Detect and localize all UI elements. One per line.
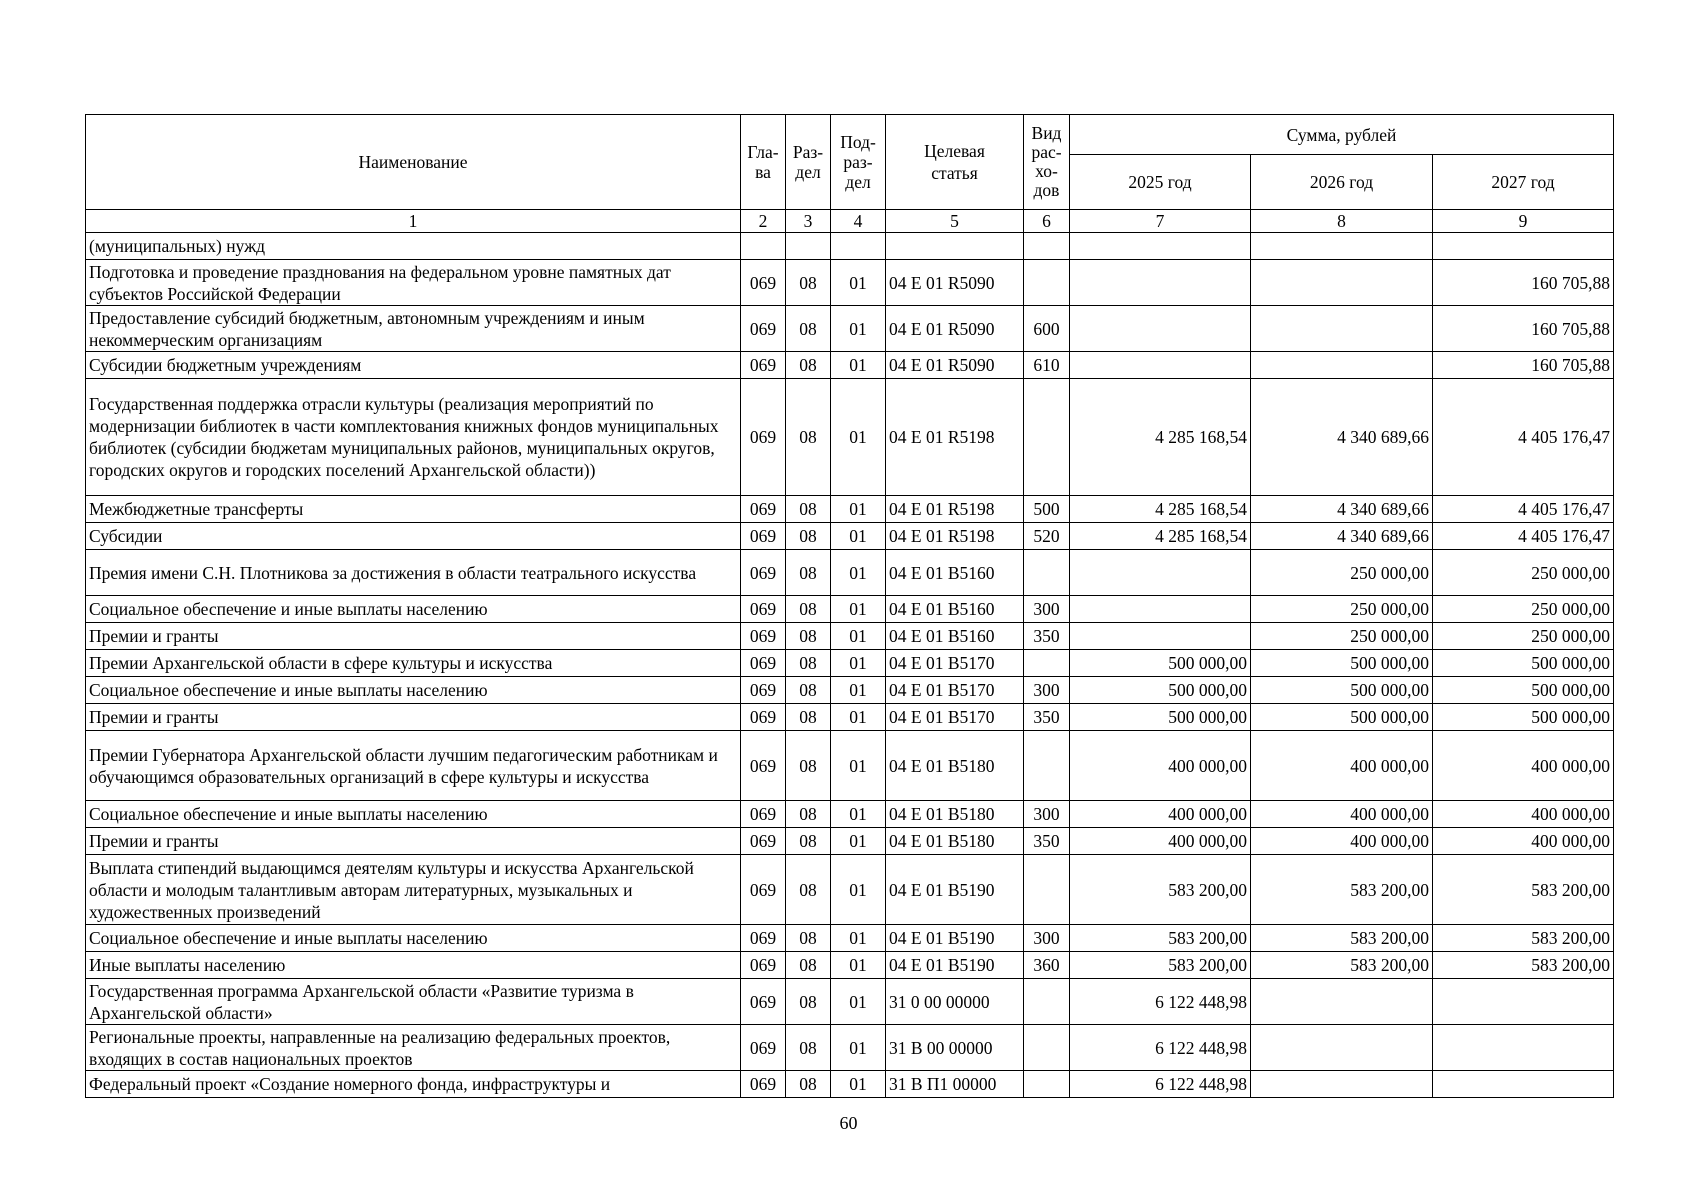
column-number: 3 xyxy=(786,210,831,233)
header-year-2027: 2027 год xyxy=(1433,155,1614,210)
row-glava: 069 xyxy=(741,677,786,704)
row-sum-2026: 250 000,00 xyxy=(1251,550,1433,596)
table-row xyxy=(86,523,1614,550)
column-number: 9 xyxy=(1433,210,1614,233)
row-podrazdel: 01 xyxy=(831,731,886,801)
column-number: 5 xyxy=(886,210,1024,233)
row-sum-2025: 6 122 448,98 xyxy=(1070,1071,1251,1098)
header-year-2025: 2025 год xyxy=(1070,155,1251,210)
row-sum-2027: 4 405 176,47 xyxy=(1433,496,1614,523)
row-sum-2027 xyxy=(1433,233,1614,260)
row-vid-raskhodov: 360 xyxy=(1024,952,1070,979)
row-sum-2025 xyxy=(1070,306,1251,352)
column-number: 2 xyxy=(741,210,786,233)
row-razdel: 08 xyxy=(786,704,831,731)
row-razdel: 08 xyxy=(786,979,831,1025)
row-name: Выплата стипендий выдающимся деятелям культуры и искусства Архангельской области и молодым талантливым авторам литературных, музыкальных и художественных произведений xyxy=(86,855,741,925)
row-sum-2026: 400 000,00 xyxy=(1251,828,1433,855)
row-name: Социальное обеспечение и иные выплаты населению xyxy=(86,677,741,704)
row-razdel: 08 xyxy=(786,550,831,596)
row-razdel: 08 xyxy=(786,623,831,650)
row-razdel: 08 xyxy=(786,523,831,550)
row-sum-2027: 583 200,00 xyxy=(1433,925,1614,952)
row-vid-raskhodov: 520 xyxy=(1024,523,1070,550)
row-razdel: 08 xyxy=(786,828,831,855)
row-vid-raskhodov: 300 xyxy=(1024,596,1070,623)
row-name: Федеральный проект «Создание номерного фонда, инфраструктуры и xyxy=(86,1071,741,1098)
table-body xyxy=(86,233,1614,1098)
row-glava xyxy=(741,233,786,260)
row-name: Субсидии xyxy=(86,523,741,550)
row-sum-2026: 4 340 689,66 xyxy=(1251,523,1433,550)
row-razdel: 08 xyxy=(786,855,831,925)
row-sum-2027: 583 200,00 xyxy=(1433,952,1614,979)
row-tselevaya-statya: 04 Е 01 R5090 xyxy=(886,260,1024,306)
table-row xyxy=(86,1071,1614,1098)
row-vid-raskhodov xyxy=(1024,1025,1070,1071)
header-name: Наименование xyxy=(86,115,741,210)
row-tselevaya-statya: 04 Е 01 В5160 xyxy=(886,623,1024,650)
row-razdel: 08 xyxy=(786,306,831,352)
row-tselevaya-statya: 04 Е 01 R5198 xyxy=(886,379,1024,496)
row-sum-2026: 500 000,00 xyxy=(1251,677,1433,704)
row-podrazdel: 01 xyxy=(831,596,886,623)
row-sum-2026: 583 200,00 xyxy=(1251,855,1433,925)
table-row xyxy=(86,306,1614,352)
row-tselevaya-statya: 04 Е 01 В5190 xyxy=(886,925,1024,952)
row-name: Социальное обеспечение и иные выплаты населению xyxy=(86,925,741,952)
row-sum-2027: 400 000,00 xyxy=(1433,828,1614,855)
row-sum-2026 xyxy=(1251,233,1433,260)
row-vid-raskhodov xyxy=(1024,650,1070,677)
row-vid-raskhodov: 610 xyxy=(1024,352,1070,379)
table-row xyxy=(86,650,1614,677)
row-glava: 069 xyxy=(741,523,786,550)
row-razdel: 08 xyxy=(786,496,831,523)
table-row xyxy=(86,260,1614,306)
row-podrazdel: 01 xyxy=(831,952,886,979)
row-glava: 069 xyxy=(741,925,786,952)
row-sum-2026: 500 000,00 xyxy=(1251,704,1433,731)
row-sum-2027: 160 705,88 xyxy=(1433,352,1614,379)
table-row xyxy=(86,925,1614,952)
row-sum-2026: 500 000,00 xyxy=(1251,650,1433,677)
row-podrazdel: 01 xyxy=(831,623,886,650)
row-vid-raskhodov: 300 xyxy=(1024,677,1070,704)
row-tselevaya-statya: 04 Е 01 В5160 xyxy=(886,550,1024,596)
row-sum-2025: 400 000,00 xyxy=(1070,828,1251,855)
table-row xyxy=(86,704,1614,731)
row-name: Государственная программа Архангельской области «Развитие туризма в Архангельской области» xyxy=(86,979,741,1025)
row-sum-2025: 583 200,00 xyxy=(1070,855,1251,925)
row-vid-raskhodov: 350 xyxy=(1024,623,1070,650)
row-glava: 069 xyxy=(741,596,786,623)
table-row xyxy=(86,379,1614,496)
row-vid-raskhodov xyxy=(1024,731,1070,801)
row-sum-2026 xyxy=(1251,352,1433,379)
row-vid-raskhodov: 500 xyxy=(1024,496,1070,523)
row-glava: 069 xyxy=(741,828,786,855)
row-podrazdel: 01 xyxy=(831,979,886,1025)
row-sum-2026: 250 000,00 xyxy=(1251,596,1433,623)
column-number: 4 xyxy=(831,210,886,233)
row-glava: 069 xyxy=(741,952,786,979)
row-sum-2027 xyxy=(1433,979,1614,1025)
row-sum-2027: 4 405 176,47 xyxy=(1433,523,1614,550)
row-name: Региональные проекты, направленные на реализацию федеральных проектов, входящих в состав национальных проектов xyxy=(86,1025,741,1071)
row-razdel: 08 xyxy=(786,352,831,379)
row-glava: 069 xyxy=(741,496,786,523)
row-podrazdel: 01 xyxy=(831,677,886,704)
row-sum-2026: 4 340 689,66 xyxy=(1251,379,1433,496)
row-sum-2027: 4 405 176,47 xyxy=(1433,379,1614,496)
row-glava: 069 xyxy=(741,260,786,306)
row-sum-2027: 160 705,88 xyxy=(1433,260,1614,306)
row-glava: 069 xyxy=(741,1025,786,1071)
row-sum-2025: 583 200,00 xyxy=(1070,952,1251,979)
row-sum-2026 xyxy=(1251,979,1433,1025)
row-vid-raskhodov: 300 xyxy=(1024,925,1070,952)
row-sum-2026 xyxy=(1251,260,1433,306)
row-razdel: 08 xyxy=(786,731,831,801)
row-sum-2027: 250 000,00 xyxy=(1433,596,1614,623)
header-tselevaya-statya: Целевая статья xyxy=(886,115,1024,210)
row-podrazdel: 01 xyxy=(831,828,886,855)
row-podrazdel: 01 xyxy=(831,925,886,952)
row-sum-2026: 400 000,00 xyxy=(1251,801,1433,828)
row-razdel: 08 xyxy=(786,952,831,979)
row-name: Социальное обеспечение и иные выплаты населению xyxy=(86,596,741,623)
row-razdel: 08 xyxy=(786,925,831,952)
row-sum-2025: 6 122 448,98 xyxy=(1070,1025,1251,1071)
row-vid-raskhodov xyxy=(1024,379,1070,496)
row-tselevaya-statya: 04 Е 01 В5180 xyxy=(886,828,1024,855)
row-name: Премии Архангельской области в сфере культуры и искусства xyxy=(86,650,741,677)
row-sum-2026: 250 000,00 xyxy=(1251,623,1433,650)
row-sum-2025 xyxy=(1070,596,1251,623)
row-sum-2025 xyxy=(1070,352,1251,379)
row-sum-2027: 583 200,00 xyxy=(1433,855,1614,925)
row-sum-2026: 400 000,00 xyxy=(1251,731,1433,801)
row-vid-raskhodov xyxy=(1024,1071,1070,1098)
header-razdel: Раз- дел xyxy=(786,115,831,210)
row-tselevaya-statya: 04 Е 01 R5198 xyxy=(886,496,1024,523)
row-razdel: 08 xyxy=(786,1071,831,1098)
row-tselevaya-statya: 31 В 00 00000 xyxy=(886,1025,1024,1071)
header-summa: Сумма, рублей xyxy=(1070,115,1614,155)
row-sum-2027: 400 000,00 xyxy=(1433,731,1614,801)
row-glava: 069 xyxy=(741,704,786,731)
table-row xyxy=(86,496,1614,523)
row-vid-raskhodov xyxy=(1024,260,1070,306)
row-tselevaya-statya: 04 Е 01 В5190 xyxy=(886,952,1024,979)
row-sum-2027: 160 705,88 xyxy=(1433,306,1614,352)
row-name: Государственная поддержка отрасли культуры (реализация мероприятий по модернизации библиотек в части комплектования книжных фондов муниципальных библиотек (субсидии бюджетам муниципальных районов, муниципальных округов, городских округов и городских поселений Архангельской области)) xyxy=(86,379,741,496)
row-sum-2027 xyxy=(1433,1025,1614,1071)
row-podrazdel: 01 xyxy=(831,855,886,925)
row-tselevaya-statya: 04 Е 01 В5160 xyxy=(886,596,1024,623)
column-number-row xyxy=(86,210,1614,233)
page-number: 60 xyxy=(839,1113,858,1133)
table-header xyxy=(86,115,1614,233)
table-row xyxy=(86,952,1614,979)
row-name: Премии и гранты xyxy=(86,828,741,855)
row-glava: 069 xyxy=(741,979,786,1025)
table-row xyxy=(86,233,1614,260)
row-podrazdel: 01 xyxy=(831,306,886,352)
row-sum-2026: 583 200,00 xyxy=(1251,925,1433,952)
row-tselevaya-statya: 04 Е 01 В5180 xyxy=(886,731,1024,801)
row-tselevaya-statya: 31 В П1 00000 xyxy=(886,1071,1024,1098)
row-vid-raskhodov xyxy=(1024,550,1070,596)
row-sum-2025: 400 000,00 xyxy=(1070,801,1251,828)
row-sum-2027: 500 000,00 xyxy=(1433,677,1614,704)
row-sum-2026 xyxy=(1251,1025,1433,1071)
row-tselevaya-statya: 04 Е 01 В5170 xyxy=(886,650,1024,677)
row-sum-2027: 500 000,00 xyxy=(1433,704,1614,731)
row-podrazdel: 01 xyxy=(831,379,886,496)
table-row xyxy=(86,731,1614,801)
row-razdel: 08 xyxy=(786,260,831,306)
row-podrazdel: 01 xyxy=(831,1025,886,1071)
row-podrazdel: 01 xyxy=(831,523,886,550)
row-tselevaya-statya: 04 Е 01 R5090 xyxy=(886,306,1024,352)
row-glava: 069 xyxy=(741,352,786,379)
row-sum-2026: 583 200,00 xyxy=(1251,952,1433,979)
budget-table xyxy=(85,114,1614,1098)
row-glava: 069 xyxy=(741,550,786,596)
row-podrazdel: 01 xyxy=(831,260,886,306)
row-razdel: 08 xyxy=(786,1025,831,1071)
table-row xyxy=(86,801,1614,828)
row-glava: 069 xyxy=(741,379,786,496)
table-row xyxy=(86,623,1614,650)
row-podrazdel: 01 xyxy=(831,801,886,828)
row-name: Премии и гранты xyxy=(86,704,741,731)
row-podrazdel: 01 xyxy=(831,1071,886,1098)
row-sum-2025: 6 122 448,98 xyxy=(1070,979,1251,1025)
row-vid-raskhodov: 350 xyxy=(1024,704,1070,731)
table-row xyxy=(86,1025,1614,1071)
row-sum-2025: 500 000,00 xyxy=(1070,677,1251,704)
row-razdel: 08 xyxy=(786,801,831,828)
row-sum-2025 xyxy=(1070,260,1251,306)
row-sum-2025: 400 000,00 xyxy=(1070,731,1251,801)
column-number: 8 xyxy=(1251,210,1433,233)
row-glava: 069 xyxy=(741,801,786,828)
row-razdel xyxy=(786,233,831,260)
row-vid-raskhodov: 600 xyxy=(1024,306,1070,352)
row-glava: 069 xyxy=(741,1071,786,1098)
row-tselevaya-statya: 31 0 00 00000 xyxy=(886,979,1024,1025)
header-podrazdel: Под- раз- дел xyxy=(831,115,886,210)
row-vid-raskhodov: 300 xyxy=(1024,801,1070,828)
row-sum-2026: 4 340 689,66 xyxy=(1251,496,1433,523)
row-podrazdel: 01 xyxy=(831,650,886,677)
row-podrazdel: 01 xyxy=(831,496,886,523)
row-tselevaya-statya: 04 Е 01 В5170 xyxy=(886,677,1024,704)
row-sum-2025: 500 000,00 xyxy=(1070,650,1251,677)
row-vid-raskhodov: 350 xyxy=(1024,828,1070,855)
row-tselevaya-statya: 04 Е 01 В5190 xyxy=(886,855,1024,925)
row-vid-raskhodov xyxy=(1024,979,1070,1025)
row-sum-2025: 583 200,00 xyxy=(1070,925,1251,952)
row-glava: 069 xyxy=(741,623,786,650)
row-name: Подготовка и проведение празднования на федеральном уровне памятных дат субъектов Российской Федерации xyxy=(86,260,741,306)
column-number: 6 xyxy=(1024,210,1070,233)
row-sum-2027: 250 000,00 xyxy=(1433,550,1614,596)
table-row xyxy=(86,596,1614,623)
row-tselevaya-statya xyxy=(886,233,1024,260)
table-row xyxy=(86,550,1614,596)
table-row xyxy=(86,828,1614,855)
row-name: Субсидии бюджетным учреждениям xyxy=(86,352,741,379)
row-sum-2026 xyxy=(1251,306,1433,352)
row-tselevaya-statya: 04 Е 01 R5198 xyxy=(886,523,1024,550)
row-name: Премии и гранты xyxy=(86,623,741,650)
column-number: 7 xyxy=(1070,210,1251,233)
table-row xyxy=(86,979,1614,1025)
row-podrazdel: 01 xyxy=(831,550,886,596)
row-tselevaya-statya: 04 Е 01 В5170 xyxy=(886,704,1024,731)
table-row xyxy=(86,352,1614,379)
row-name: (муниципальных) нужд xyxy=(86,233,741,260)
row-razdel: 08 xyxy=(786,677,831,704)
row-tselevaya-statya: 04 Е 01 В5180 xyxy=(886,801,1024,828)
table-row xyxy=(86,677,1614,704)
row-sum-2027: 400 000,00 xyxy=(1433,801,1614,828)
row-vid-raskhodov xyxy=(1024,233,1070,260)
row-glava: 069 xyxy=(741,731,786,801)
row-sum-2025: 4 285 168,54 xyxy=(1070,379,1251,496)
row-name: Иные выплаты населению xyxy=(86,952,741,979)
row-razdel: 08 xyxy=(786,596,831,623)
row-sum-2025 xyxy=(1070,550,1251,596)
header-vid-raskhodov: Вид рас- хо- дов xyxy=(1024,115,1070,210)
row-name: Премия имени С.Н. Плотникова за достижения в области театрального искусства xyxy=(86,550,741,596)
row-vid-raskhodov xyxy=(1024,855,1070,925)
row-glava: 069 xyxy=(741,855,786,925)
row-tselevaya-statya: 04 Е 01 R5090 xyxy=(886,352,1024,379)
row-sum-2027 xyxy=(1433,1071,1614,1098)
row-sum-2025 xyxy=(1070,623,1251,650)
row-razdel: 08 xyxy=(786,379,831,496)
row-podrazdel xyxy=(831,233,886,260)
row-razdel: 08 xyxy=(786,650,831,677)
row-glava: 069 xyxy=(741,306,786,352)
row-name: Премии Губернатора Архангельской области лучшим педагогическим работникам и обучающимся образовательных организаций в сфере культуры и искусства xyxy=(86,731,741,801)
header-year-2026: 2026 год xyxy=(1251,155,1433,210)
column-number: 1 xyxy=(86,210,741,233)
row-podrazdel: 01 xyxy=(831,352,886,379)
table-row xyxy=(86,855,1614,925)
row-podrazdel: 01 xyxy=(831,704,886,731)
row-sum-2025 xyxy=(1070,233,1251,260)
row-name: Социальное обеспечение и иные выплаты населению xyxy=(86,801,741,828)
row-sum-2027: 500 000,00 xyxy=(1433,650,1614,677)
row-sum-2025: 500 000,00 xyxy=(1070,704,1251,731)
row-sum-2027: 250 000,00 xyxy=(1433,623,1614,650)
row-sum-2025: 4 285 168,54 xyxy=(1070,496,1251,523)
row-glava: 069 xyxy=(741,650,786,677)
row-name: Предоставление субсидий бюджетным, автономным учреждениям и иным некоммерческим организациям xyxy=(86,306,741,352)
row-sum-2026 xyxy=(1251,1071,1433,1098)
row-sum-2025: 4 285 168,54 xyxy=(1070,523,1251,550)
header-glava: Гла- ва xyxy=(741,115,786,210)
row-name: Межбюджетные трансферты xyxy=(86,496,741,523)
